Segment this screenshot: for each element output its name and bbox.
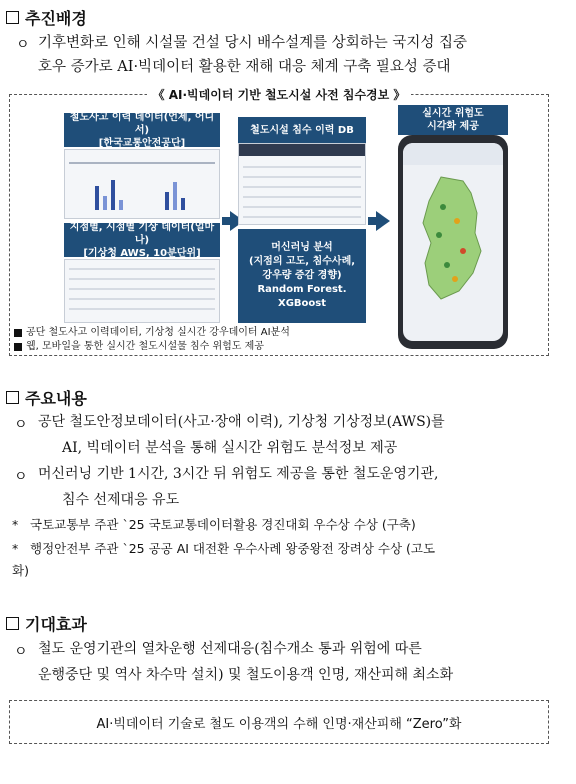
effects-item1-line2: 운행중단 및 역사 차수막 설치) 및 철도이용객 인명, 재산피해 최소화: [38, 667, 454, 683]
panel-text: 실시간 위험도: [422, 108, 484, 119]
flood-warning-figure: [9, 88, 549, 356]
accident-dashboard-screenshot: [64, 149, 220, 219]
section-title: 기대효과: [25, 615, 87, 634]
section-heading-background: [6, 6, 87, 29]
panel-text: 시각화 제공: [427, 121, 479, 132]
phone-map-screen: [403, 143, 503, 341]
checkbox-square-icon: [6, 391, 19, 404]
section-title: 주요내용: [25, 389, 87, 408]
panel-text: [기상청 AWS, 10분단위]: [83, 247, 201, 259]
panel-flood-history-db: [238, 117, 366, 143]
note-text: 웹, 모바일을 통한 실시간 철도시설물 침수 위험도 제공: [26, 341, 264, 352]
award-1: 국토교통부 주관 `25 국토교통데이터활용 경진대회 우수상 수상 (구축): [30, 517, 416, 532]
panel-text: 머신러닝 분석: [271, 242, 333, 253]
panel-accident-data: [64, 113, 220, 147]
panel-realtime-visualization: [398, 105, 508, 135]
section-heading-contents: [6, 386, 87, 409]
figure-note-2: [14, 341, 264, 353]
summary-box: [9, 700, 549, 744]
bullet-circle: ㅇ: [14, 469, 28, 485]
panel-weather-data: [64, 223, 220, 257]
checkbox-square-icon: [6, 11, 19, 24]
background-text-line1: 기후변화로 인해 시설물 건설 당시 배수설계를 상회하는 국지성 집중: [38, 35, 468, 51]
award-2-line1: 행정안전부 주관 `25 공공 AI 대전환 우수사례 왕중왕전 장려상 수상 (고도: [30, 541, 436, 556]
square-bullet-icon: [14, 343, 22, 351]
background-text-line2: 호우 증가로 AI·빅데이터 활용한 재해 대응 체계 구축 필요성 증대: [38, 59, 451, 75]
panel-machine-learning: [238, 229, 366, 323]
contents-item2-line2: 침수 선제대응 유도: [62, 492, 180, 508]
square-bullet-icon: [14, 329, 22, 337]
panel-text: XGBoost: [277, 298, 326, 309]
panel-text: 철도사고 이력 데이터(언제, 어디서): [69, 111, 215, 136]
panel-text: Random Forest.: [257, 284, 347, 295]
flood-db-table-screenshot: [238, 143, 366, 225]
panel-text: 지점별, 시점별 기상 데이터(얼마나): [69, 221, 215, 246]
contents-item1-line1: 공단 철도안정보데이터(사고·장애 이력), 기상청 기상정보(AWS)를: [38, 414, 445, 430]
mini-bar-chart: [75, 170, 211, 210]
star-bullet: *: [12, 541, 19, 556]
figure-note-1: [14, 327, 290, 339]
section-heading-effects: [6, 612, 87, 635]
figure-title: 《 AI·빅데이터 기반 철도시설 사전 침수경보 》: [147, 88, 412, 102]
award-2-line2: 화): [12, 563, 29, 578]
smartphone-mockup: [398, 135, 508, 349]
panel-text: (지점의 고도, 침수사례,: [248, 256, 356, 267]
bullet-circle: ㅇ: [14, 417, 28, 433]
summary-text: AI·빅데이터 기술로 철도 이용객의 수해 인명·재산피해 “Zero”화: [96, 716, 462, 732]
panel-text: [한국교통안전공단]: [98, 137, 186, 149]
arrow-right-icon: [376, 211, 390, 231]
bullet-circle: ㅇ: [14, 644, 28, 660]
checkbox-square-icon: [6, 617, 19, 630]
bullet-circle: ㅇ: [16, 37, 30, 53]
contents-item1-line2: AI, 빅데이터 분석을 통해 실시간 위험도 분석정보 제공: [62, 440, 398, 456]
contents-item2-line1: 머신러닝 기반 1시간, 3시간 뒤 위험도 제공을 통한 철도운영기관,: [38, 466, 439, 482]
section-title: 추진배경: [25, 9, 87, 28]
korea-map-icon: [411, 173, 495, 313]
panel-text: 철도시설 침수 이력 DB: [250, 124, 354, 136]
note-text: 공단 철도사고 이력데이터, 기상청 실시간 강우데이터 AI분석: [26, 327, 290, 338]
panel-text: 강우량 증감 경향): [262, 270, 342, 281]
star-bullet: *: [12, 517, 19, 532]
weather-aws-screenshot: [64, 259, 220, 323]
effects-item1-line1: 철도 운영기관의 열차운행 선제대응(침수개소 통과 위험에 따른: [38, 641, 422, 657]
